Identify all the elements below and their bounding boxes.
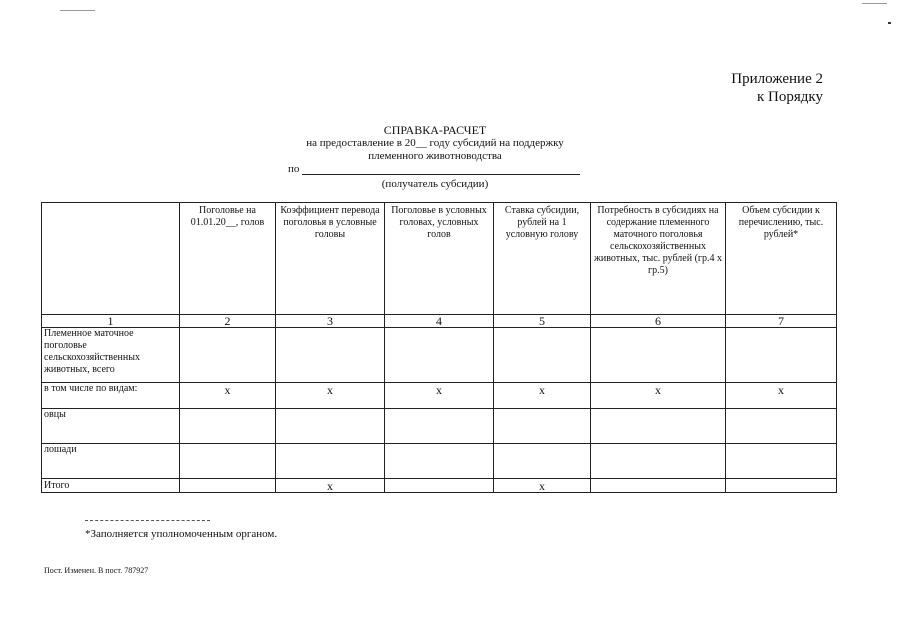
row-label: в том числе по видам:	[42, 383, 180, 409]
table-cell	[180, 444, 276, 479]
table-cell	[276, 444, 385, 479]
appendix-line-1: Приложение 2	[731, 71, 823, 87]
column-number: 7	[726, 315, 837, 328]
header-cell	[42, 203, 180, 315]
appendix-line-2: к Порядку	[757, 89, 823, 105]
table-cell	[385, 479, 494, 493]
appendix-label	[731, 70, 823, 106]
table-cell	[591, 444, 726, 479]
subsidy-calculation-table	[41, 202, 837, 493]
title-line-2: на предоставление в 20__ году субсидий на поддержку	[306, 137, 564, 149]
table-row	[42, 328, 837, 383]
row-label: Племенное маточное поголовье сельскохозяйственных животных, всего	[42, 328, 180, 383]
table-cell	[494, 409, 591, 444]
header-cell: Поголовье на 01.01.20__, голов	[180, 203, 276, 315]
table-cell	[180, 409, 276, 444]
column-number: 6	[591, 315, 726, 328]
table-cell	[276, 328, 385, 383]
header-row	[42, 203, 837, 315]
title-line-1: СПРАВКА-РАСЧЕТ	[383, 123, 487, 137]
recipient-caption: (получатель субсидии)	[381, 178, 489, 190]
row-label: Итого	[42, 479, 180, 493]
header-cell: Объем субсидии к перечислению, тыс. рублей*	[726, 203, 837, 315]
scan-artifact	[862, 3, 887, 4]
table-row	[42, 383, 837, 409]
column-number: 2	[180, 315, 276, 328]
table-cell	[385, 409, 494, 444]
header-cell: Коэффициент перевода поголовья в условные головы	[276, 203, 385, 315]
amendment-note: Пост. Изменен. В пост. 787927	[44, 566, 149, 575]
table-row	[42, 409, 837, 444]
table-cell	[726, 444, 837, 479]
table-cell: х	[180, 383, 276, 409]
column-number-row	[42, 315, 837, 328]
header-cell: Потребность в субсидиях на содержание племенного маточного поголовья сельскохозяйственных животных, тыс. рублей (гр.4 х гр.5)	[591, 203, 726, 315]
table-cell	[276, 409, 385, 444]
table-cell	[591, 479, 726, 493]
table-cell: х	[494, 479, 591, 493]
table-row	[42, 444, 837, 479]
table-cell: х	[726, 383, 837, 409]
header-cell: Ставка субсидии, рублей на 1 условную голову	[494, 203, 591, 315]
po-label: по	[288, 163, 300, 175]
column-number: 1	[42, 315, 180, 328]
footnote-separator	[85, 520, 210, 521]
scan-artifact	[60, 10, 95, 11]
header-cell: Поголовье в условных головах, условных голов	[385, 203, 494, 315]
table-cell: х	[591, 383, 726, 409]
table-cell: х	[385, 383, 494, 409]
table-cell	[494, 328, 591, 383]
table-cell	[180, 328, 276, 383]
table-cell: х	[276, 383, 385, 409]
table-cell	[726, 479, 837, 493]
row-label: овцы	[42, 409, 180, 444]
total-row	[42, 479, 837, 493]
recipient-blank-line	[302, 174, 580, 175]
table-cell	[591, 409, 726, 444]
table-cell	[726, 409, 837, 444]
row-label: лошади	[42, 444, 180, 479]
table-cell	[494, 444, 591, 479]
column-number: 5	[494, 315, 591, 328]
table-cell	[180, 479, 276, 493]
title-line-3: племенного животноводства	[368, 150, 502, 162]
column-number: 4	[385, 315, 494, 328]
scan-artifact	[888, 22, 891, 24]
footnote: *Заполняется уполномоченным органом.	[85, 528, 278, 540]
table-cell: х	[276, 479, 385, 493]
table-cell: х	[494, 383, 591, 409]
column-number: 3	[276, 315, 385, 328]
document-title	[250, 124, 620, 163]
table-cell	[726, 328, 837, 383]
table-cell	[385, 444, 494, 479]
table-cell	[385, 328, 494, 383]
table-cell	[591, 328, 726, 383]
